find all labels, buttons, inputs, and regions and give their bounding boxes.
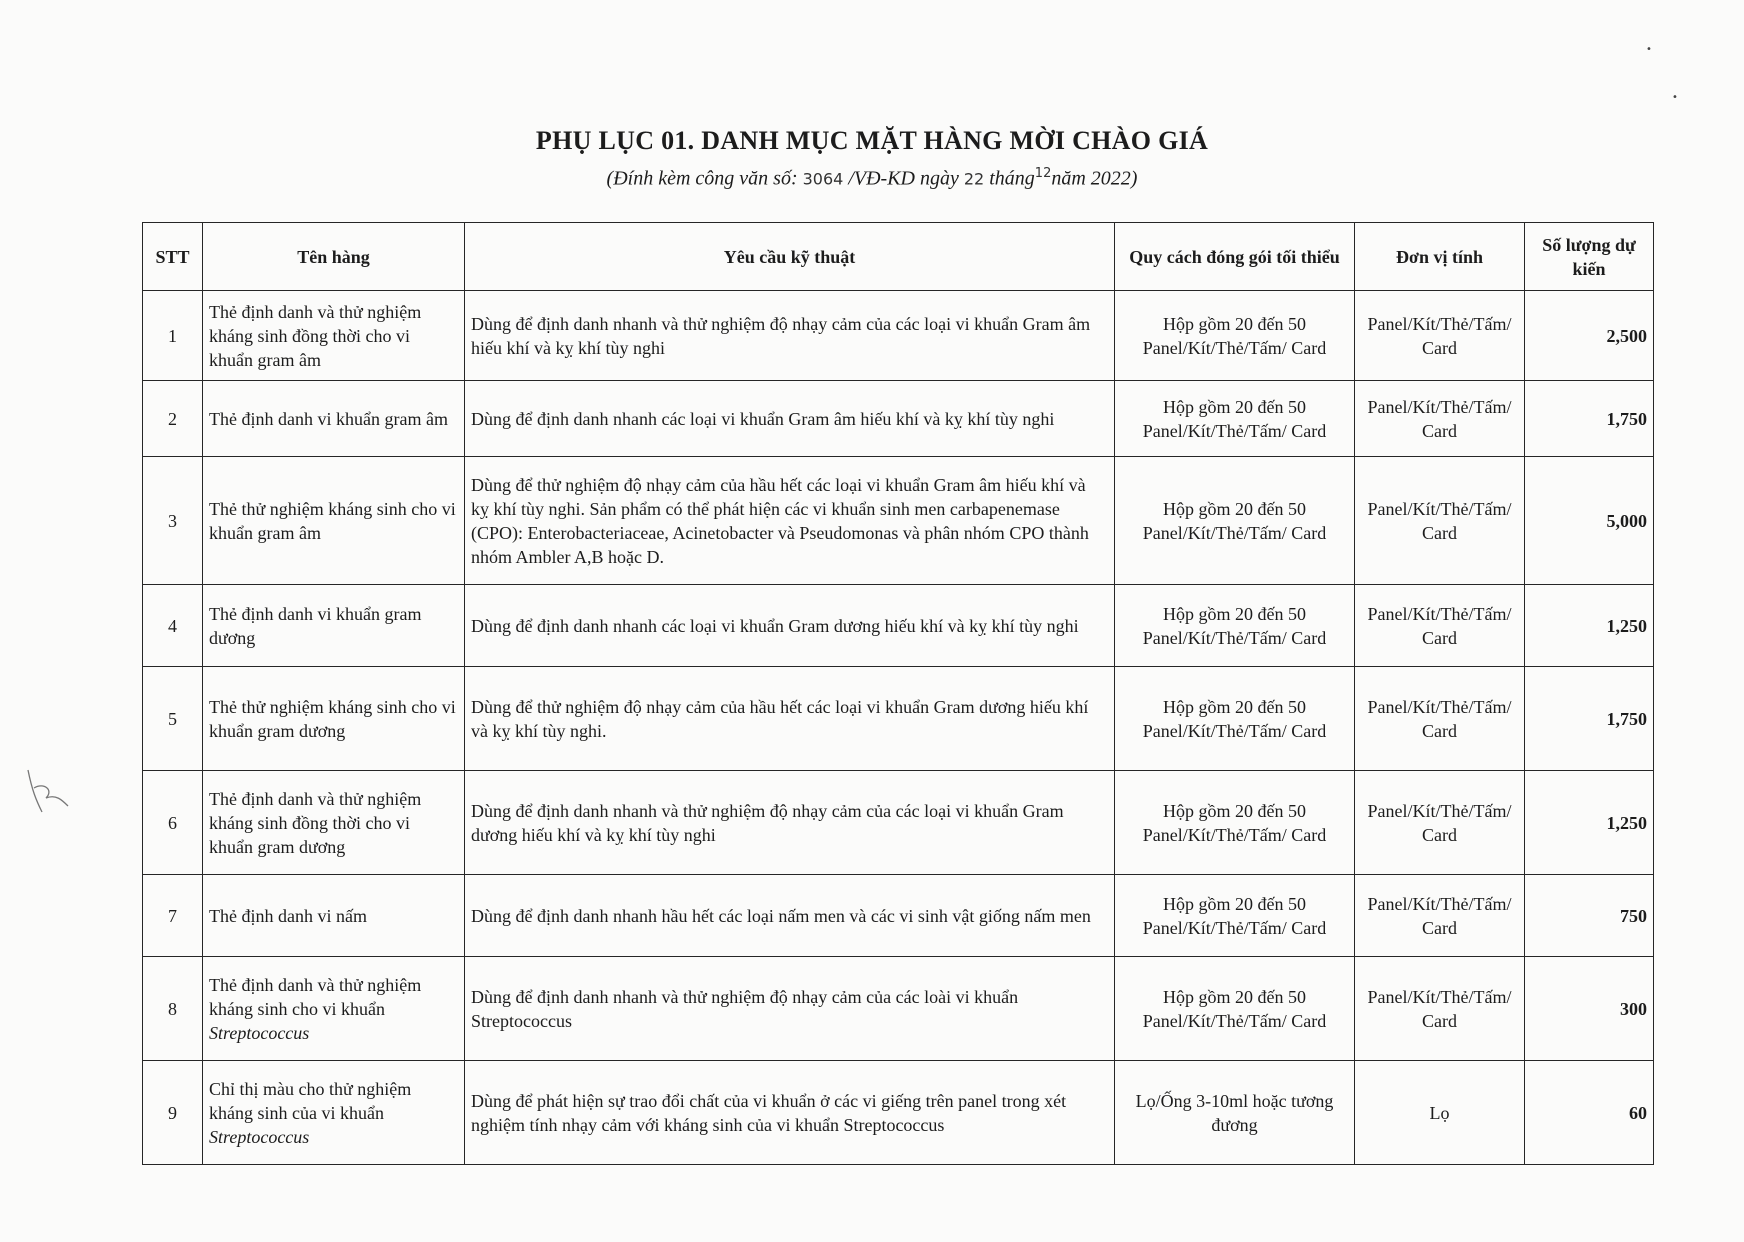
row-packaging-text: Hộp gồm 20 đến 50 Panel/Kít/Thẻ/Tấm/ Card — [1142, 396, 1327, 441]
table-row — [143, 1061, 1654, 1165]
header-requirement: Yêu cầu kỹ thuật — [465, 223, 1115, 291]
row-packaging — [1115, 1061, 1355, 1165]
row-packaging-text: Hộp gồm 20 đến 50 Panel/Kít/Thẻ/Tấm/ Card — [1142, 696, 1327, 741]
subtitle-prefix: (Đính kèm công văn số: — [606, 167, 803, 190]
row-unit — [1355, 585, 1525, 667]
document-title: PHỤ LỤC 01. DANH MỤC MẶT HÀNG MỜI CHÀO GIÁ — [535, 126, 1209, 155]
row-stt — [143, 1061, 203, 1165]
row-requirement-text: Dùng để thử nghiệm độ nhạy cảm của hầu hết các loại vi khuẩn Gram dương hiếu khí và kỵ khí tùy nghi. — [471, 696, 1089, 741]
row-unit-text: Panel/Kít/Thẻ/Tấm/ Card — [1367, 696, 1512, 741]
row-requirement-text: Dùng để phát hiện sự trao đổi chất của vi khuẩn ở các vi giếng trên panel trong xét nghiệm tính nhạy cảm với kháng sinh của vi khuẩn Streptococcus — [471, 1090, 1067, 1135]
row-unit-text: Lọ — [1429, 1102, 1450, 1123]
row-item-name — [203, 957, 465, 1061]
row-unit-text: Panel/Kít/Thẻ/Tấm/ Card — [1367, 986, 1512, 1031]
row-requirement — [465, 667, 1115, 771]
row-unit — [1355, 771, 1525, 875]
row-stt — [143, 381, 203, 457]
row-unit-text: Panel/Kít/Thẻ/Tấm/ Card — [1367, 498, 1512, 543]
row-quantity-text: 750 — [1620, 905, 1647, 926]
header-stt: STT — [143, 223, 203, 291]
row-item-name-text: Chỉ thị màu cho thử nghiệm kháng sinh của vi khuẩn — [209, 1078, 412, 1123]
row-quantity — [1525, 875, 1654, 957]
row-quantity — [1525, 957, 1654, 1061]
row-quantity — [1525, 291, 1654, 381]
row-unit — [1355, 1061, 1525, 1165]
header-name: Tên hàng — [203, 223, 465, 291]
row-stt-text: 7 — [168, 905, 177, 926]
row-packaging — [1115, 381, 1355, 457]
row-stt-text: 2 — [168, 408, 177, 429]
row-stt — [143, 957, 203, 1061]
row-requirement — [465, 381, 1115, 457]
row-packaging-text: Hộp gồm 20 đến 50 Panel/Kít/Thẻ/Tấm/ Card — [1142, 893, 1327, 938]
row-quantity — [1525, 1061, 1654, 1165]
row-stt-text: 1 — [168, 325, 177, 346]
handwritten-month: 12 — [1034, 166, 1052, 181]
row-unit — [1355, 667, 1525, 771]
handwritten-doc-number: 3064 — [802, 169, 844, 189]
row-item-name-text: Thẻ định danh và thử nghiệm kháng sinh cho vi khuẩn — [209, 974, 422, 1019]
row-unit — [1355, 957, 1525, 1061]
row-item-name-italic: Streptococcus — [209, 1126, 310, 1147]
row-item-name — [203, 291, 465, 381]
row-stt-text: 5 — [168, 708, 177, 729]
row-packaging-text: Lọ/Ống 3-10ml hoặc tương đương — [1135, 1090, 1334, 1135]
handwritten-initials — [16, 760, 76, 820]
row-requirement — [465, 585, 1115, 667]
row-quantity — [1525, 667, 1654, 771]
scan-speck-icon: • — [1646, 44, 1652, 55]
row-packaging-text: Hộp gồm 20 đến 50 Panel/Kít/Thẻ/Tấm/ Card — [1142, 498, 1327, 543]
table-row — [143, 771, 1654, 875]
row-quantity — [1525, 771, 1654, 875]
row-item-name — [203, 667, 465, 771]
row-stt-text: 6 — [168, 812, 177, 833]
row-packaging — [1115, 667, 1355, 771]
row-unit — [1355, 457, 1525, 585]
row-requirement — [465, 771, 1115, 875]
table-row — [143, 957, 1654, 1061]
row-item-name — [203, 1061, 465, 1165]
row-item-name — [203, 585, 465, 667]
row-requirement — [465, 957, 1115, 1061]
row-packaging — [1115, 957, 1355, 1061]
row-requirement — [465, 1061, 1115, 1165]
row-stt — [143, 457, 203, 585]
row-requirement — [465, 291, 1115, 381]
row-requirement — [465, 875, 1115, 957]
row-unit — [1355, 291, 1525, 381]
row-packaging — [1115, 291, 1355, 381]
row-unit — [1355, 381, 1525, 457]
row-item-name-text: Thẻ định danh vi nấm — [209, 905, 367, 926]
row-item-name-text: Thẻ định danh và thử nghiệm kháng sinh đồng thời cho vi khuẩn gram dương — [209, 788, 422, 857]
header-packaging: Quy cách đóng gói tối thiểu — [1115, 223, 1355, 291]
row-item-name — [203, 457, 465, 585]
row-requirement-text: Dùng để định danh nhanh và thử nghiệm độ nhạy cảm của các loại vi khuẩn Gram âm hiếu khí và kỵ khí tùy nghi — [471, 313, 1091, 358]
table-row — [143, 381, 1654, 457]
row-item-name-text: Thẻ thử nghiệm kháng sinh cho vi khuẩn gram âm — [209, 498, 456, 543]
row-unit-text: Panel/Kít/Thẻ/Tấm/ Card — [1367, 313, 1512, 358]
row-item-name-italic: Streptococcus — [209, 1022, 310, 1043]
row-stt — [143, 771, 203, 875]
table-row — [143, 667, 1654, 771]
row-quantity-text: 2,500 — [1606, 325, 1647, 346]
row-packaging — [1115, 457, 1355, 585]
row-unit-text: Panel/Kít/Thẻ/Tấm/ Card — [1367, 396, 1512, 441]
row-unit — [1355, 875, 1525, 957]
row-unit-text: Panel/Kít/Thẻ/Tấm/ Card — [1367, 893, 1512, 938]
row-requirement — [465, 457, 1115, 585]
row-quantity — [1525, 585, 1654, 667]
document-subtitle — [0, 166, 1744, 191]
table-row — [143, 875, 1654, 957]
row-item-name — [203, 771, 465, 875]
row-unit-text: Panel/Kít/Thẻ/Tấm/ Card — [1367, 603, 1512, 648]
row-quantity-text: 60 — [1629, 1102, 1647, 1123]
row-stt-text: 4 — [168, 615, 177, 636]
row-packaging — [1115, 771, 1355, 875]
row-packaging-text: Hộp gồm 20 đến 50 Panel/Kít/Thẻ/Tấm/ Card — [1142, 986, 1327, 1031]
row-requirement-text: Dùng để thử nghiệm độ nhạy cảm của hầu hết các loại vi khuẩn Gram âm hiếu khí và kỵ khí tùy nghi. Sản phẩm có thể phát hiện các vi khuẩn sinh men carbapenemase (CPO): Enterobacteriaceae, Acinetobacter và Pseudomonas và phân nhóm CPO thành nhóm Ambler A,B hoặc D. — [471, 474, 1089, 567]
row-stt — [143, 291, 203, 381]
row-item-name — [203, 875, 465, 957]
header-quantity: Số lượng dự kiến — [1525, 223, 1654, 291]
row-quantity-text: 1,750 — [1606, 408, 1647, 429]
table-header-row — [143, 223, 1654, 291]
row-requirement-text: Dùng để định danh nhanh các loại vi khuẩn Gram âm hiếu khí và kỵ khí tùy nghi — [471, 408, 1055, 429]
row-stt-text: 8 — [168, 998, 177, 1019]
row-item-name — [203, 381, 465, 457]
handwritten-day: 22 — [963, 169, 985, 189]
row-stt — [143, 875, 203, 957]
table-row — [143, 585, 1654, 667]
row-quantity-text: 1,250 — [1606, 615, 1647, 636]
row-quantity-text: 300 — [1620, 998, 1647, 1019]
row-requirement-text: Dùng để định danh nhanh và thử nghiệm độ nhạy cảm của các loài vi khuẩn Streptococcus — [471, 986, 1019, 1031]
row-packaging-text: Hộp gồm 20 đến 50 Panel/Kít/Thẻ/Tấm/ Card — [1142, 800, 1327, 845]
table-row — [143, 457, 1654, 585]
row-packaging — [1115, 585, 1355, 667]
row-item-name-text: Thẻ định danh và thử nghiệm kháng sinh đồng thời cho vi khuẩn gram âm — [209, 301, 422, 370]
subtitle-mid: /VĐ-KD ngày — [843, 167, 964, 190]
row-packaging-text: Hộp gồm 20 đến 50 Panel/Kít/Thẻ/Tấm/ Card — [1142, 603, 1327, 648]
row-item-name-text: Thẻ định danh vi khuẩn gram âm — [209, 408, 448, 429]
row-stt-text: 3 — [168, 510, 177, 531]
row-quantity-text: 1,750 — [1606, 708, 1647, 729]
row-stt — [143, 667, 203, 771]
row-requirement-text: Dùng để định danh nhanh hầu hết các loại nấm men và các vi sinh vật giống nấm men — [471, 905, 1091, 926]
items-table — [142, 222, 1654, 1165]
row-item-name-text: Thẻ thử nghiệm kháng sinh cho vi khuẩn gram dương — [209, 696, 456, 741]
subtitle-suffix: năm 2022) — [1051, 167, 1138, 190]
row-quantity — [1525, 457, 1654, 585]
row-quantity — [1525, 381, 1654, 457]
table-row — [143, 291, 1654, 381]
subtitle-month-text: tháng — [984, 167, 1035, 190]
row-requirement-text: Dùng để định danh nhanh các loại vi khuẩn Gram dương hiếu khí và kỵ khí tùy nghi — [471, 615, 1079, 636]
row-quantity-text: 5,000 — [1606, 510, 1647, 531]
row-stt — [143, 585, 203, 667]
row-requirement-text: Dùng để định danh nhanh và thử nghiệm độ nhạy cảm của các loại vi khuẩn Gram dương hiếu khí và kỵ khí tùy nghi — [471, 800, 1064, 845]
row-item-name-text: Thẻ định danh vi khuẩn gram dương — [209, 603, 422, 648]
row-quantity-text: 1,250 — [1606, 812, 1647, 833]
row-packaging-text: Hộp gồm 20 đến 50 Panel/Kít/Thẻ/Tấm/ Card — [1142, 313, 1327, 358]
row-stt-text: 9 — [168, 1102, 177, 1123]
header-unit: Đơn vị tính — [1355, 223, 1525, 291]
scan-speck-icon: • — [1672, 92, 1678, 103]
row-packaging — [1115, 875, 1355, 957]
row-unit-text: Panel/Kít/Thẻ/Tấm/ Card — [1367, 800, 1512, 845]
